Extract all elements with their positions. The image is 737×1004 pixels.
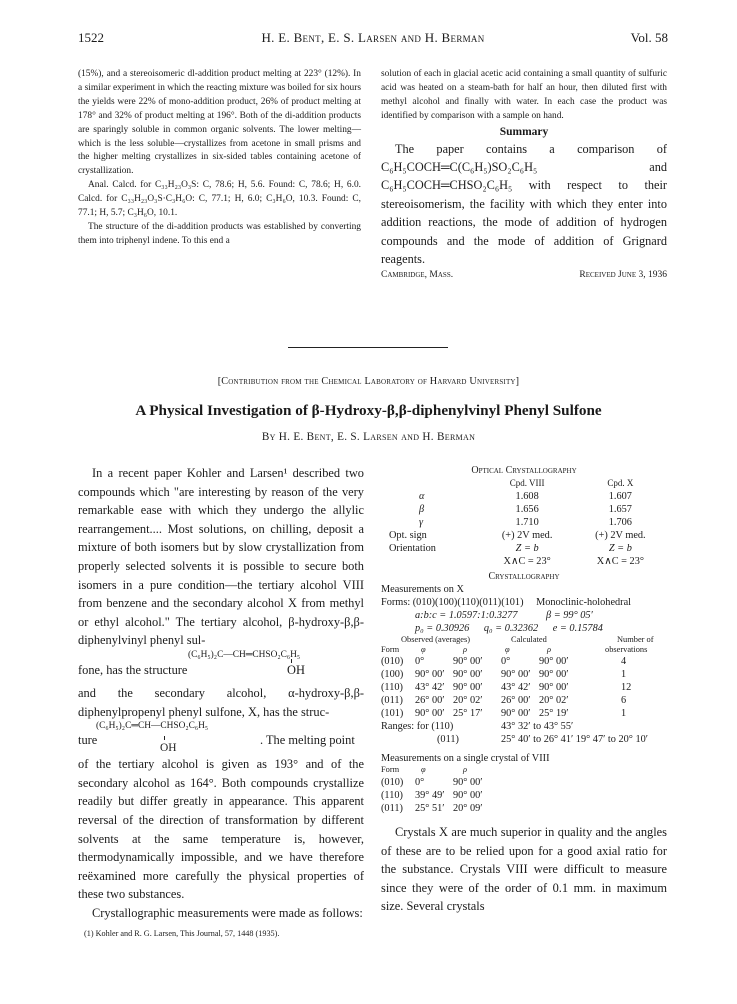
form-header: Form [381, 645, 400, 654]
beta-angle: β = 99° 05′ [546, 610, 593, 621]
axial-ratio-line [381, 609, 667, 622]
angle-cell: 43° 42′ [501, 682, 531, 693]
prev-para-right: solution of each in glacial acetic acid containing a small quantity of sulfuric acid was heated on a steam-bath for half an hour, then diluted first with methyl alcohol and finally with water. In each case the product was identified by comparison with a sample on hand. [381, 69, 667, 121]
phi-header-calc: φ [505, 645, 510, 654]
cell: (+) 2V med. [501, 530, 553, 541]
optical-table [389, 477, 667, 568]
angle-cell: 90° 00′ [453, 682, 483, 693]
structure-x-formula: (C₆H₅)₂C═CH—CHSO₂C₆H₅ [96, 721, 209, 732]
main-right-column [381, 464, 667, 916]
cell: 1.706 [608, 517, 632, 528]
table-row [381, 655, 667, 668]
ranges-011 [381, 733, 667, 746]
table-row [381, 668, 667, 681]
structure-x [78, 721, 364, 755]
cell: 1.657 [608, 504, 632, 515]
angle-cell: 20° 02′ [539, 695, 569, 706]
form-header: Form [381, 765, 400, 774]
article-divider [288, 347, 448, 348]
ranges-110-value: 43° 32′ to 43° 55′ [501, 721, 574, 732]
observed-header: Observed (averages) [401, 635, 471, 644]
table-row [381, 681, 667, 694]
row-label: α [419, 491, 425, 502]
angle-cell: 39° 49′ [415, 790, 445, 801]
prev-article-right-column [381, 68, 667, 280]
closing-paragraph: Crystals X are much superior in quality and the angles of these are to be relied upon for a good axial ratio for the substance. Crystals VIII were difficult to measure since they were of the order of 0.1 mm. in maximum size. Several crystals [381, 825, 667, 914]
angle-table-header-2 [381, 645, 667, 655]
cell: 1.607 [608, 491, 632, 502]
table-row [381, 802, 667, 815]
col-head-x: Cpd. X [607, 478, 634, 488]
cell: X∧C = 23° [503, 556, 551, 567]
angle-table [381, 655, 667, 720]
polar-elements-line [381, 622, 667, 635]
structure-x-text: ture [78, 733, 98, 748]
oh-label: OH [287, 662, 305, 677]
ranges-011-value: 25° 40′ to 26° 41′ 19° 47′ to 20° 10′ [501, 734, 649, 745]
form-index: (010) [381, 777, 404, 788]
melting-point-paragraph: of the tertiary alcohol is given as 193° and of the secondary alcohol as 164°. Both compounds crystallize readily but differ greatly in appearance. This apparent reversal of the direction of transformation by different solvents at the same temperature is, however, thermodynamically impossible, and we have therefore reëxamined more carefully the physical properties of these two substances. [78, 757, 364, 902]
running-authors: H. E. Bent, E. S. Larsen and H. Berman [261, 30, 485, 45]
table-row [381, 707, 667, 720]
structure-viii [78, 650, 364, 684]
e-value: e = 0.15784 [552, 623, 603, 634]
angle-cell: 90° 00′ [453, 790, 483, 801]
angle-cell: 1 [621, 708, 627, 719]
secondary-alcohol-paragraph: and the secondary alcohol, α-hydroxy-β,β-diphenylpropenyl phenyl sulfone, X, has the struc- [78, 685, 364, 719]
article-title: A Physical Investigation of β-Hydroxy-β,β-diphenylvinyl Phenyl Sulfone [135, 402, 602, 419]
forms-line [381, 596, 667, 609]
angle-cell: 4 [621, 656, 627, 667]
angle-cell: 26° 00′ [501, 695, 531, 706]
row-label: γ [419, 517, 424, 528]
cell: 1.608 [515, 491, 539, 502]
optical-heading: Optical Crystallography [471, 465, 577, 476]
observations-header: observations [605, 645, 648, 654]
prev-para-1: (15%), and a stereoisomeric dl-addition product melting at 223° (12%). In a similar experiment in which the reacting mixture was boiled for six hours the yields were 22% of mono-addition product, 26% of product melting at 178° and 32% of product melting at 196°. Both of the di-addition products are sparingly soluble in common organic solvents. The lower melting—which is the less soluble—crystallizes from acetone in small prisms and the higher melting crystallizes in six-sided tables containing acetone of crystallization. [78, 69, 361, 177]
row-label: Opt. sign [389, 530, 427, 541]
contribution-line: [Contribution from the Chemical Laboratory of Harvard University] [217, 376, 520, 387]
ranges-110 [381, 720, 667, 733]
form-index: (101) [381, 708, 404, 719]
angle-cell: 90° 00′ [501, 708, 531, 719]
angle-cell: 20° 02′ [453, 695, 483, 706]
angle-cell: 90° 00′ [415, 669, 445, 680]
rho-header: ρ [463, 765, 468, 774]
q0-value: q₀ = 0.32362 [483, 623, 539, 634]
structure-x-oh [160, 739, 176, 758]
col-head-viii: Cpd. VIII [509, 478, 545, 488]
table-row [389, 529, 667, 542]
crystal-system: Monoclinic-holohedral [536, 597, 632, 608]
angle-cell: 43° 42′ [415, 682, 445, 693]
summary-heading: Summary [499, 125, 549, 138]
angle-cell: 25° 19′ [539, 708, 569, 719]
angle-table-header-1 [381, 635, 667, 645]
cell: X∧C = 23° [596, 556, 644, 567]
structure-viii-oh [287, 661, 305, 680]
footnote: (1) Kohler and R. G. Larsen, This Journal, 57, 1448 (1935). [84, 929, 280, 939]
received-date: Received June 3, 1936 [579, 270, 667, 281]
angle-cell: 12 [621, 682, 632, 693]
table-row [389, 555, 667, 568]
viii-table-header [381, 765, 667, 776]
summary-text: The paper contains a comparison of C₆H₅COCH═C(C₆H₅)SO₂C₆H₅ and C₆H₅COCH═CHSO₂C₆H₅ with respect to their stereoisomerism, the facility with which they enter into addition reactions, the mode of addition of hydrogen compounds and the mode of addition of Grignard reagents. [381, 141, 667, 267]
page-number: 1522 [78, 30, 104, 45]
prev-analysis: Anal. Calcd. for C₃₃H₂₃O₃S: C, 78.6; H, 5.6. Found: C, 78.6; H, 6.0. Calcd. for C₃₃H₂₃O₃S·C₃H₆O: C, 77.1; H, 6.0; C₃H₆O, 10.3. Found: C, 77.1; H, 5.7; C₃H₆O, 10.1. [78, 180, 361, 219]
angle-cell: 6 [621, 695, 627, 706]
prev-para-structure: The structure of the di-addition products was established by converting them into triphenyl indene. To this end a [78, 221, 361, 246]
volume-number: Vol. 58 [630, 30, 668, 45]
angle-cell: 0° [415, 777, 425, 788]
cell: Z = b [515, 543, 539, 554]
crystallographic-intro: Crystallographic measurements were made as follows: [92, 905, 363, 920]
forms-list: Forms: (010)(100)(110)(011)(101) [381, 597, 524, 608]
table-row [381, 776, 667, 789]
angle-cell: 90° 00′ [539, 682, 569, 693]
rho-header-calc: ρ [547, 645, 552, 654]
angle-cell: 0° [415, 656, 425, 667]
calculated-header: Calculated [511, 635, 547, 644]
viii-angle-table [381, 776, 667, 815]
row-label [389, 555, 481, 568]
angle-cell: 90° 00′ [453, 777, 483, 788]
measurements-x-heading: Measurements on X [381, 584, 464, 595]
place: Cambridge, Mass. [381, 270, 454, 281]
measurements-viii-heading: Measurements on a single crystal of VIII [381, 753, 550, 764]
running-header [78, 30, 668, 50]
form-index: (110) [381, 682, 403, 693]
angle-cell: 25° 51′ [415, 803, 445, 814]
form-index: (011) [381, 803, 403, 814]
form-index: (110) [381, 790, 403, 801]
table-row [389, 503, 667, 516]
table-row [381, 694, 667, 707]
angle-cell: 90° 00′ [415, 708, 445, 719]
main-left-column [78, 464, 364, 939]
table-row [389, 490, 667, 503]
form-index: (100) [381, 669, 404, 680]
angle-cell: 90° 00′ [539, 669, 569, 680]
cell: 1.656 [515, 504, 539, 515]
row-label: Orientation [389, 543, 436, 554]
angle-cell: 90° 00′ [453, 669, 483, 680]
angle-cell: 0° [501, 656, 511, 667]
crystallography-heading: Crystallography [488, 571, 560, 582]
cell: Z = b [608, 543, 632, 554]
structure-x-rest: . The melting point [260, 733, 355, 748]
signature-line [381, 270, 667, 280]
angle-cell: 25° 17′ [453, 708, 483, 719]
angle-cell: 90° 00′ [539, 656, 569, 667]
cell: (+) 2V med. [595, 530, 646, 541]
ranges-label: Ranges: for (110) [381, 721, 454, 732]
phi-header: φ [421, 765, 426, 774]
number-header: Number of [617, 635, 654, 644]
table-row [389, 516, 667, 529]
form-index: (011) [381, 695, 403, 706]
cell: 1.710 [515, 517, 539, 528]
angle-cell: 20° 09′ [453, 803, 483, 814]
structure-viii-formula: (C₆H₅)₂C—CH═CHSO₂C₆H₅ [188, 649, 301, 660]
axial-ratio: a:b:c = 1.0597:1:0.3277 [415, 610, 518, 621]
intro-paragraph: In a recent paper Kohler and Larsen¹ described two compounds which "are interesting by reason of the very remarkable ease with which they undergo the allylic rearrangement.... Most solutions, on chilling, deposit a mixture of both isomers but by slow crystallization from properly selected solvents it is possible to secure both isomers in a pure condition—the tertiary alcohol VIII from benzene and the secondary alcohol X from methyl or ethyl alcohol." The tertiary alcohol, β-hydroxy-β,β-diphenylvinyl phenyl sul- [78, 466, 364, 648]
form-index: (010) [381, 656, 404, 667]
article-byline: By H. E. Bent, E. S. Larsen and H. Berman [261, 431, 476, 443]
table-row [389, 542, 667, 555]
table-row [381, 789, 667, 802]
prev-article-left-column [78, 68, 361, 249]
ranges-011-label: (011) [437, 734, 459, 745]
structure-viii-text: fone, has the structure [78, 662, 188, 677]
angle-cell: 26° 00′ [415, 695, 445, 706]
angle-cell: 90° 00′ [453, 656, 483, 667]
rho-header: ρ [463, 645, 468, 654]
phi-header: φ [421, 645, 426, 654]
angle-cell: 1 [621, 669, 627, 680]
oh-label: OH [160, 742, 177, 755]
angle-cell: 90° 00′ [501, 669, 531, 680]
p0-value: p₀ = 0.30926 [415, 623, 470, 634]
row-label: β [419, 504, 425, 515]
